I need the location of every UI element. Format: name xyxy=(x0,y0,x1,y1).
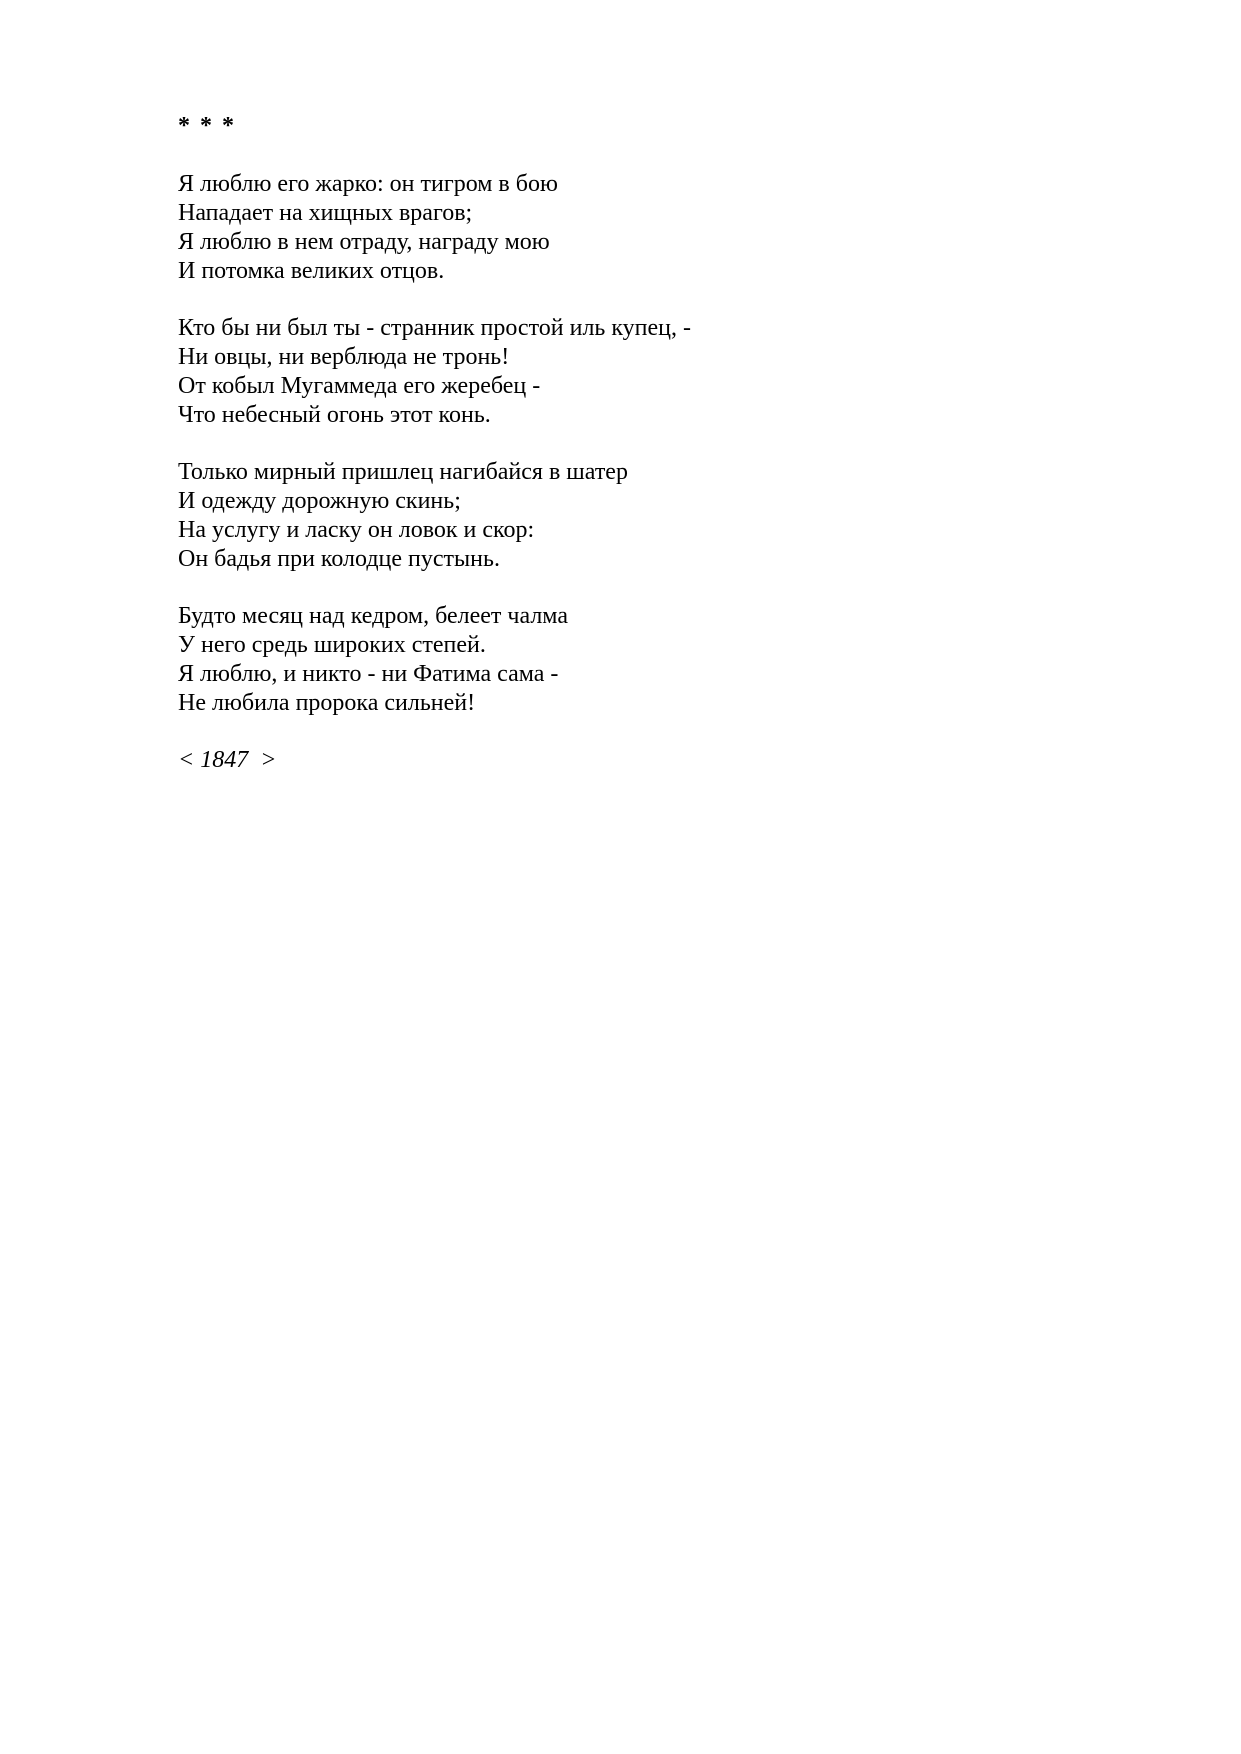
poem-line: Я люблю, и никто - ни Фатима сама - xyxy=(178,661,559,687)
poem-line: Ни овцы, ни верблюда не тронь! xyxy=(178,344,510,370)
poem-line: Что небесный огонь этот конь. xyxy=(178,402,491,428)
poem-line: Не любила пророка сильней! xyxy=(178,690,476,716)
poem-line: Будто месяц над кедром, белеет чалма xyxy=(178,603,568,629)
poem-title: * * * xyxy=(178,113,236,139)
poem-line: Кто бы ни был ты - странник простой иль купец, - xyxy=(178,315,692,341)
poem-date: < 1847 > xyxy=(178,747,277,773)
poem-line: У него средь широких степей. xyxy=(178,632,486,658)
poem-line: Я люблю в нем отраду, награду мою xyxy=(178,229,550,255)
poem-line: Я люблю его жарко: он тигром в бою xyxy=(178,171,558,197)
stanza-4 xyxy=(178,602,1078,718)
poem-line: Он бадья при колодце пустынь. xyxy=(178,546,500,572)
poem-line: От кобыл Мугаммеда его жеребец - xyxy=(178,373,541,399)
poem-line: На услугу и ласку он ловок и скор: xyxy=(178,517,535,543)
poem-line: Нападает на хищных врагов; xyxy=(178,200,473,226)
poem xyxy=(178,112,1078,775)
poem-line: И одежду дорожную скинь; xyxy=(178,488,461,514)
stanza-1 xyxy=(178,170,1078,286)
stanza-3 xyxy=(178,458,1078,574)
poem-line: И потомка великих отцов. xyxy=(178,258,445,284)
stanza-2 xyxy=(178,314,1078,430)
poem-line: Только мирный пришлец нагибайся в шатер xyxy=(178,459,628,485)
